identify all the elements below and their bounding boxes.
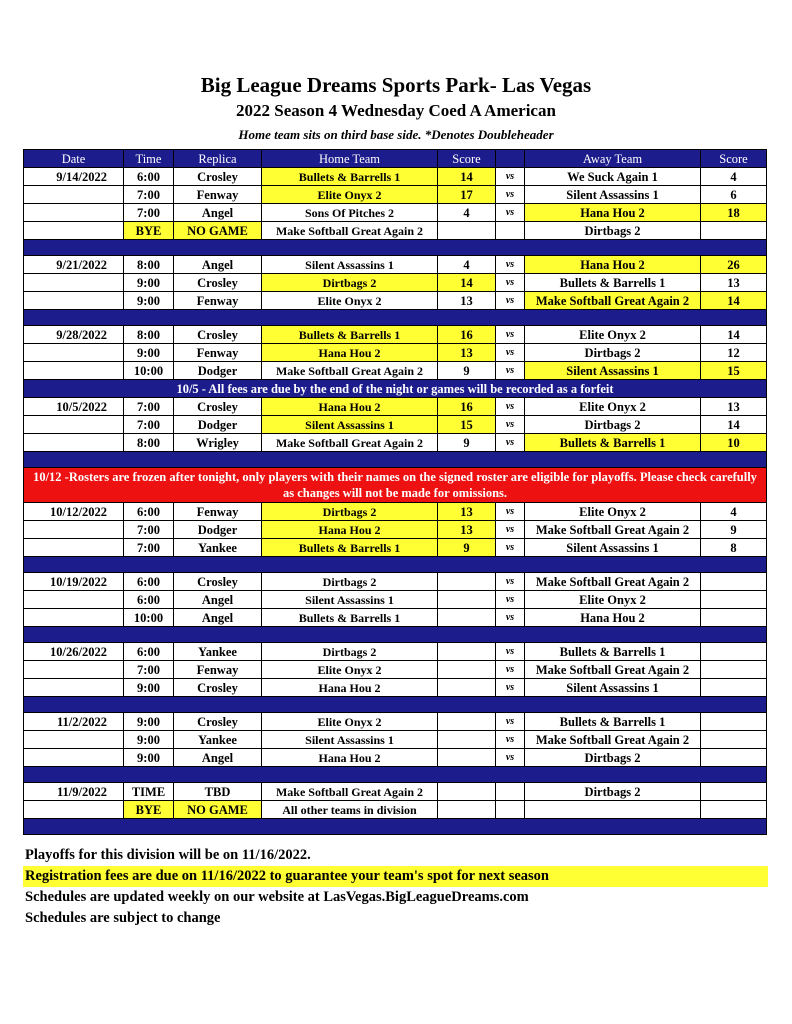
table-row <box>24 643 767 661</box>
col-header-away-score: Score <box>701 150 767 168</box>
vs-cell: vs <box>496 362 525 380</box>
time-cell: BYE <box>124 222 174 240</box>
vs-cell: vs <box>496 292 525 310</box>
away-score-cell: 13 <box>701 398 767 416</box>
date-cell <box>24 344 124 362</box>
away-score-cell <box>701 783 767 801</box>
away-score-cell <box>701 731 767 749</box>
vs-cell: vs <box>496 434 525 452</box>
away-score-cell <box>701 573 767 591</box>
week-separator-row <box>24 767 767 783</box>
date-cell <box>24 539 124 557</box>
table-header-row <box>24 150 767 168</box>
home-team-cell: Elite Onyx 2 <box>262 713 438 731</box>
replica-cell: NO GAME <box>174 801 262 819</box>
week-separator-row <box>24 557 767 573</box>
home-team-cell: Dirtbags 2 <box>262 274 438 292</box>
vs-cell: vs <box>496 713 525 731</box>
date-cell <box>24 591 124 609</box>
table-row <box>24 204 767 222</box>
home-team-cell: Silent Assassins 1 <box>262 591 438 609</box>
week-separator-row <box>24 240 767 256</box>
away-team-cell: Bullets & Barrells 1 <box>525 434 701 452</box>
home-score-cell: 9 <box>438 539 496 557</box>
col-header-time: Time <box>124 150 174 168</box>
time-cell: TIME <box>124 783 174 801</box>
away-score-cell: 14 <box>701 292 767 310</box>
home-team-cell: Dirtbags 2 <box>262 503 438 521</box>
week-separator-row <box>24 697 767 713</box>
date-cell <box>24 362 124 380</box>
website-note: Schedules are updated weekly on our website at LasVegas.BigLeagueDreams.com <box>25 889 529 905</box>
away-team-cell: Elite Onyx 2 <box>525 503 701 521</box>
roster-alert-row <box>24 468 767 503</box>
away-team-cell <box>525 801 701 819</box>
away-team-cell: Make Softball Great Again 2 <box>525 292 701 310</box>
home-team-cell: Bullets & Barrells 1 <box>262 609 438 627</box>
away-team-cell: We Suck Again 1 <box>525 168 701 186</box>
date-cell <box>24 434 124 452</box>
away-team-cell: Hana Hou 2 <box>525 204 701 222</box>
table-row <box>24 326 767 344</box>
away-score-cell <box>701 749 767 767</box>
vs-cell: vs <box>496 521 525 539</box>
vs-cell <box>496 801 525 819</box>
home-score-cell: 13 <box>438 344 496 362</box>
home-team-cell: Bullets & Barrells 1 <box>262 326 438 344</box>
home-score-cell <box>438 713 496 731</box>
away-score-cell <box>701 591 767 609</box>
table-row <box>24 274 767 292</box>
date-cell <box>24 679 124 697</box>
away-team-cell: Silent Assassins 1 <box>525 679 701 697</box>
separator-cell <box>24 557 767 573</box>
home-team-cell: Hana Hou 2 <box>262 749 438 767</box>
home-team-cell: Elite Onyx 2 <box>262 292 438 310</box>
separator-cell <box>24 240 767 256</box>
home-score-cell <box>438 731 496 749</box>
table-row <box>24 713 767 731</box>
table-row <box>24 292 767 310</box>
away-team-cell: Dirtbags 2 <box>525 783 701 801</box>
page-subtitle: 2022 Season 4 Wednesday Coed A American <box>236 101 556 120</box>
away-team-cell: Elite Onyx 2 <box>525 326 701 344</box>
home-team-cell: Bullets & Barrells 1 <box>262 168 438 186</box>
week-separator-row <box>24 310 767 326</box>
home-team-cell: Silent Assassins 1 <box>262 731 438 749</box>
table-row <box>24 591 767 609</box>
replica-cell: Fenway <box>174 292 262 310</box>
date-cell: 10/26/2022 <box>24 643 124 661</box>
time-cell: 7:00 <box>124 661 174 679</box>
away-score-cell <box>701 713 767 731</box>
home-team-cell: Sons Of Pitches 2 <box>262 204 438 222</box>
schedule-body <box>24 168 767 835</box>
time-cell: 9:00 <box>124 274 174 292</box>
vs-cell: vs <box>496 573 525 591</box>
replica-cell: TBD <box>174 783 262 801</box>
away-team-cell: Make Softball Great Again 2 <box>525 573 701 591</box>
separator-cell <box>24 452 767 468</box>
home-score-cell <box>438 661 496 679</box>
replica-cell: Crosley <box>174 398 262 416</box>
time-cell: 9:00 <box>124 749 174 767</box>
home-team-cell: Hana Hou 2 <box>262 521 438 539</box>
away-score-cell <box>701 643 767 661</box>
away-team-cell: Hana Hou 2 <box>525 256 701 274</box>
replica-cell: Crosley <box>174 713 262 731</box>
time-cell: 9:00 <box>124 679 174 697</box>
home-score-cell: 4 <box>438 256 496 274</box>
away-team-cell: Make Softball Great Again 2 <box>525 661 701 679</box>
away-team-cell: Elite Onyx 2 <box>525 591 701 609</box>
replica-cell: Crosley <box>174 326 262 344</box>
home-team-cell: Make Softball Great Again 2 <box>262 362 438 380</box>
time-cell: 7:00 <box>124 521 174 539</box>
home-score-cell: 4 <box>438 204 496 222</box>
time-cell: 6:00 <box>124 573 174 591</box>
vs-cell: vs <box>496 204 525 222</box>
time-cell: 7:00 <box>124 416 174 434</box>
vs-cell: vs <box>496 539 525 557</box>
table-row <box>24 661 767 679</box>
date-cell: 10/12/2022 <box>24 503 124 521</box>
away-team-cell: Dirtbags 2 <box>525 344 701 362</box>
away-score-cell: 14 <box>701 416 767 434</box>
home-score-cell <box>438 749 496 767</box>
col-header-home-team: Home Team <box>262 150 438 168</box>
replica-cell: Yankee <box>174 539 262 557</box>
table-row <box>24 398 767 416</box>
table-row <box>24 609 767 627</box>
table-row <box>24 362 767 380</box>
time-cell: 6:00 <box>124 503 174 521</box>
vs-cell: vs <box>496 416 525 434</box>
time-cell: BYE <box>124 801 174 819</box>
home-team-cell: Bullets & Barrells 1 <box>262 539 438 557</box>
home-score-cell: 15 <box>438 416 496 434</box>
home-score-cell: 14 <box>438 274 496 292</box>
home-score-cell: 17 <box>438 186 496 204</box>
away-score-cell: 4 <box>701 503 767 521</box>
vs-cell: vs <box>496 661 525 679</box>
table-row <box>24 539 767 557</box>
date-cell <box>24 661 124 679</box>
table-row <box>24 573 767 591</box>
time-cell: 9:00 <box>124 731 174 749</box>
home-team-cell: Make Softball Great Again 2 <box>262 783 438 801</box>
home-team-cell: Make Softball Great Again 2 <box>262 434 438 452</box>
home-team-cell: All other teams in division <box>262 801 438 819</box>
table-row <box>24 801 767 819</box>
vs-cell <box>496 783 525 801</box>
away-score-cell <box>701 679 767 697</box>
time-cell: 7:00 <box>124 398 174 416</box>
away-score-cell <box>701 609 767 627</box>
date-cell: 10/19/2022 <box>24 573 124 591</box>
home-score-cell <box>438 783 496 801</box>
date-cell <box>24 274 124 292</box>
home-team-note: Home team sits on third base side. *Denotes Doubleheader <box>238 127 554 142</box>
replica-cell: Angel <box>174 256 262 274</box>
home-team-cell: Hana Hou 2 <box>262 679 438 697</box>
time-cell: 10:00 <box>124 609 174 627</box>
away-team-cell: Elite Onyx 2 <box>525 398 701 416</box>
table-row <box>24 344 767 362</box>
home-score-cell <box>438 591 496 609</box>
home-score-cell <box>438 679 496 697</box>
date-cell: 9/14/2022 <box>24 168 124 186</box>
date-cell <box>24 521 124 539</box>
home-score-cell: 13 <box>438 521 496 539</box>
home-score-cell: 13 <box>438 503 496 521</box>
home-team-cell: Silent Assassins 1 <box>262 416 438 434</box>
date-cell: 10/5/2022 <box>24 398 124 416</box>
date-cell <box>24 222 124 240</box>
time-cell: 10:00 <box>124 362 174 380</box>
date-cell <box>24 749 124 767</box>
table-row <box>24 731 767 749</box>
away-team-cell: Dirtbags 2 <box>525 222 701 240</box>
away-team-cell: Silent Assassins 1 <box>525 539 701 557</box>
vs-cell: vs <box>496 398 525 416</box>
table-row <box>24 186 767 204</box>
week-separator-row <box>24 819 767 835</box>
away-team-cell: Silent Assassins 1 <box>525 362 701 380</box>
date-cell: 9/28/2022 <box>24 326 124 344</box>
away-score-cell: 26 <box>701 256 767 274</box>
separator-cell <box>24 310 767 326</box>
away-team-cell: Silent Assassins 1 <box>525 186 701 204</box>
away-score-cell: 18 <box>701 204 767 222</box>
home-score-cell <box>438 573 496 591</box>
replica-cell: Dodger <box>174 362 262 380</box>
time-cell: 9:00 <box>124 713 174 731</box>
col-header-away-team: Away Team <box>525 150 701 168</box>
table-row <box>24 679 767 697</box>
registration-note: Registration fees are due on 11/16/2022 to guarantee your team's spot for next season <box>23 866 768 887</box>
date-cell <box>24 801 124 819</box>
date-cell <box>24 204 124 222</box>
time-cell: 8:00 <box>124 434 174 452</box>
col-header-replica: Replica <box>174 150 262 168</box>
date-cell: 9/21/2022 <box>24 256 124 274</box>
away-team-cell: Bullets & Barrells 1 <box>525 713 701 731</box>
replica-cell: Fenway <box>174 186 262 204</box>
vs-cell: vs <box>496 186 525 204</box>
replica-cell: Crosley <box>174 168 262 186</box>
vs-cell: vs <box>496 168 525 186</box>
home-score-cell: 13 <box>438 292 496 310</box>
vs-cell: vs <box>496 591 525 609</box>
table-row <box>24 434 767 452</box>
home-team-cell: Dirtbags 2 <box>262 643 438 661</box>
separator-cell <box>24 819 767 835</box>
replica-cell: Angel <box>174 749 262 767</box>
table-row <box>24 783 767 801</box>
date-cell <box>24 609 124 627</box>
table-row <box>24 416 767 434</box>
time-cell: 6:00 <box>124 643 174 661</box>
replica-cell: Fenway <box>174 661 262 679</box>
replica-cell: Crosley <box>174 573 262 591</box>
home-score-cell <box>438 643 496 661</box>
replica-cell: NO GAME <box>174 222 262 240</box>
separator-cell <box>24 767 767 783</box>
table-row <box>24 222 767 240</box>
vs-cell: vs <box>496 344 525 362</box>
away-score-cell: 13 <box>701 274 767 292</box>
replica-cell: Angel <box>174 591 262 609</box>
away-score-cell: 12 <box>701 344 767 362</box>
away-team-cell: Hana Hou 2 <box>525 609 701 627</box>
home-team-cell: Make Softball Great Again 2 <box>262 222 438 240</box>
vs-cell: vs <box>496 326 525 344</box>
away-team-cell: Make Softball Great Again 2 <box>525 731 701 749</box>
vs-cell: vs <box>496 731 525 749</box>
date-cell <box>24 731 124 749</box>
roster-alert-text: 10/12 -Rosters are frozen after tonight, only players with their names on the signed roster are eligible for playoffs. Please check carefully as changes will not be made for omissions. <box>24 468 767 503</box>
home-score-cell: 16 <box>438 326 496 344</box>
table-row <box>24 168 767 186</box>
playoffs-note: Playoffs for this division will be on 11/16/2022. <box>25 847 311 863</box>
home-team-cell: Elite Onyx 2 <box>262 186 438 204</box>
home-score-cell <box>438 222 496 240</box>
home-score-cell: 9 <box>438 434 496 452</box>
home-team-cell: Dirtbags 2 <box>262 573 438 591</box>
time-cell: 8:00 <box>124 326 174 344</box>
replica-cell: Angel <box>174 204 262 222</box>
vs-cell: vs <box>496 609 525 627</box>
col-header-date: Date <box>24 150 124 168</box>
replica-cell: Wrigley <box>174 434 262 452</box>
separator-cell <box>24 627 767 643</box>
vs-cell: vs <box>496 749 525 767</box>
fee-notice-text: 10/5 - All fees are due by the end of the night or games will be recorded as a forfeit <box>24 380 767 398</box>
away-score-cell: 4 <box>701 168 767 186</box>
away-score-cell: 8 <box>701 539 767 557</box>
away-team-cell: Dirtbags 2 <box>525 749 701 767</box>
vs-cell: vs <box>496 256 525 274</box>
week-separator-row <box>24 452 767 468</box>
home-team-cell: Elite Onyx 2 <box>262 661 438 679</box>
home-score-cell: 16 <box>438 398 496 416</box>
replica-cell: Dodger <box>174 416 262 434</box>
away-team-cell: Bullets & Barrells 1 <box>525 274 701 292</box>
date-cell <box>24 416 124 434</box>
table-row <box>24 256 767 274</box>
vs-cell: vs <box>496 274 525 292</box>
time-cell: 9:00 <box>124 292 174 310</box>
time-cell: 8:00 <box>124 256 174 274</box>
home-team-cell: Silent Assassins 1 <box>262 256 438 274</box>
home-score-cell <box>438 801 496 819</box>
footer-notes <box>23 845 768 929</box>
time-cell: 6:00 <box>124 591 174 609</box>
schedule-table <box>23 149 767 835</box>
replica-cell: Fenway <box>174 503 262 521</box>
replica-cell: Crosley <box>174 274 262 292</box>
home-score-cell: 14 <box>438 168 496 186</box>
away-team-cell: Dirtbags 2 <box>525 416 701 434</box>
time-cell: 9:00 <box>124 344 174 362</box>
date-cell: 11/9/2022 <box>24 783 124 801</box>
date-cell <box>24 186 124 204</box>
time-cell: 6:00 <box>124 168 174 186</box>
away-score-cell <box>701 222 767 240</box>
away-score-cell <box>701 661 767 679</box>
vs-cell: vs <box>496 503 525 521</box>
away-team-cell: Make Softball Great Again 2 <box>525 521 701 539</box>
away-score-cell: 15 <box>701 362 767 380</box>
table-row <box>24 521 767 539</box>
away-score-cell: 10 <box>701 434 767 452</box>
vs-cell: vs <box>496 643 525 661</box>
time-cell: 7:00 <box>124 186 174 204</box>
time-cell: 7:00 <box>124 539 174 557</box>
away-score-cell: 6 <box>701 186 767 204</box>
home-score-cell <box>438 609 496 627</box>
replica-cell: Yankee <box>174 731 262 749</box>
page-title: Big League Dreams Sports Park- Las Vegas <box>200 73 592 97</box>
away-score-cell <box>701 801 767 819</box>
time-cell: 7:00 <box>124 204 174 222</box>
replica-cell: Angel <box>174 609 262 627</box>
home-team-cell: Hana Hou 2 <box>262 398 438 416</box>
replica-cell: Dodger <box>174 521 262 539</box>
replica-cell: Crosley <box>174 679 262 697</box>
table-row <box>24 503 767 521</box>
table-row <box>24 749 767 767</box>
home-score-cell: 9 <box>438 362 496 380</box>
date-cell: 11/2/2022 <box>24 713 124 731</box>
replica-cell: Yankee <box>174 643 262 661</box>
vs-cell: vs <box>496 679 525 697</box>
col-header-vs <box>496 150 525 168</box>
home-team-cell: Hana Hou 2 <box>262 344 438 362</box>
change-note: Schedules are subject to change <box>25 910 221 926</box>
separator-cell <box>24 697 767 713</box>
fee-notice-row <box>24 380 767 398</box>
away-score-cell: 9 <box>701 521 767 539</box>
col-header-home-score: Score <box>438 150 496 168</box>
vs-cell <box>496 222 525 240</box>
week-separator-row <box>24 627 767 643</box>
away-team-cell: Bullets & Barrells 1 <box>525 643 701 661</box>
date-cell <box>24 292 124 310</box>
away-score-cell: 14 <box>701 326 767 344</box>
replica-cell: Fenway <box>174 344 262 362</box>
